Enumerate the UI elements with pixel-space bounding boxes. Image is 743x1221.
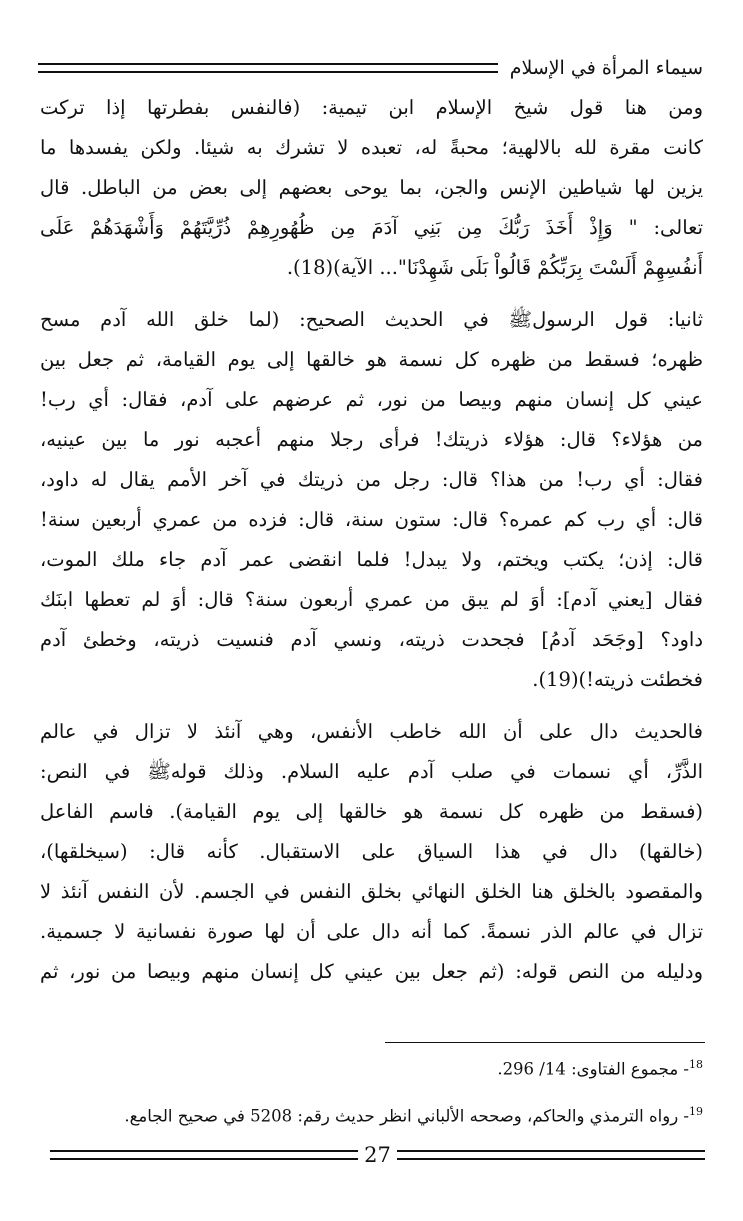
running-header-title: سيماء المرأة في الإسلام <box>509 57 703 79</box>
text-line: تزال في عالم الذر نسمةً. كما أنه دال على أن لها صورة نفسانية لا جسمية. <box>40 920 703 943</box>
page-number: 27 <box>364 1143 391 1167</box>
text-line: كانت مقرة لله بالالهية؛ محبةً له، تعبده لا تشرك به شيئا. ولكن يفسدها ما <box>40 136 703 159</box>
footnote-number: 19 <box>689 1105 703 1118</box>
footnote <box>40 1058 703 1079</box>
page-footer <box>50 1140 705 1170</box>
footnote <box>40 1105 703 1126</box>
footer-rule-left <box>50 1150 358 1160</box>
paragraph <box>40 300 703 700</box>
text-line: قال: إذن؛ يكتب ويختم، ولا يبدل! فلما انقضى عمر آدم جاء ملك الموت، <box>40 548 703 571</box>
paragraph <box>40 88 703 288</box>
text-line: الذَّرِّ، أي نسمات في صلب آدم عليه السلام. وذلك قولهﷺ في النص: <box>40 760 703 783</box>
text-line: قال: أي رب كم عمره؟ قال: ستون سنة، قال: فزده من عمري أربعين سنة! <box>40 508 703 531</box>
text-line: من هؤلاء؟ قال: هؤلاء ذريتك! فرأى رجلا منهم أعجبه نور ما بين عينيه، <box>40 428 703 451</box>
footnote-text: - رواه الترمذي والحاكم، وصححه الألباني انظر حديث رقم: 5208 في صحيح الجامع. <box>124 1106 689 1126</box>
text-line: (فسقط من ظهره كل نسمة هو خالقها إلى يوم القيامة). فاسم الفاعل <box>40 800 703 823</box>
text-line: فقال: أي رب! من هذا؟ قال: رجل من ذريتك في آخر الأمم يقال له داود، <box>40 468 703 491</box>
running-header <box>38 48 703 88</box>
text-line: والمقصود بالخلق هنا الخلق النهائي بخلق النفس في الجسم. لأن النفس آنئذ لا <box>40 880 703 903</box>
footnote-number: 18 <box>689 1058 703 1071</box>
footnote-separator <box>385 1042 705 1043</box>
text-line: ودليله من النص قوله: (ثم جعل بين عيني كل إنسان منهم وبيصا من نور، ثم <box>40 960 703 983</box>
text-line: تعالى: " وَإِذْ أَخَذَ رَبُّكَ مِن بَنِي آدَمَ مِن ظُهُورِهِمْ ذُرِّيَّتَهُمْ وَأَشْهَدَهُمْ عَلَى <box>40 216 703 239</box>
header-double-rule <box>38 63 498 73</box>
text-line: فالحديث دال على أن الله خاطب الأنفس، وهي آنئذ لا تزال في عالم <box>40 720 703 743</box>
text-line: عيني كل إنسان منهم وبيصا من نور، ثم عرضهم على آدم، فقال: أي رب! <box>40 388 703 411</box>
text-line: ثانيا: قول الرسولﷺ في الحديث الصحيح: (لما خلق الله آدم مسح <box>40 308 703 331</box>
footnote-text: - مجموع الفتاوى: 14/ 296. <box>497 1059 689 1079</box>
text-line: فخطئت ذريته!)(19). <box>532 668 703 691</box>
footer-rule-right <box>397 1150 705 1160</box>
text-line: ظهره؛ فسقط من ظهره كل نسمة هو خالقها إلى يوم القيامة، ثم جعل بين <box>40 348 703 371</box>
text-line: أَنفُسِهِمْ أَلَسْتَ بِرَبِّكُمْ قَالُواْ بَلَى شَهِدْنَا"... الآية)(18). <box>286 256 703 279</box>
text-line: داود؟ [وجَحَد آدمُ] فجحدت ذريته، ونسي آدم فنسيت ذريته، وخطئ آدم <box>40 628 703 651</box>
paragraph <box>40 712 703 992</box>
text-line: يزين لها شياطين الإنس والجن، بما يوحى بعضهم إلى بعض من الباطل. قال <box>40 176 703 199</box>
text-line: (خالقها) دال في هذا السياق على الاستقبال. كأنه قال: (سيخلقها)، <box>40 840 703 863</box>
body-text <box>40 88 703 992</box>
text-line: فقال [يعني آدم]: أوَ لم يبق من عمري أربعون سنة؟ قال: أوَ لم تعطها ابنَك <box>40 588 703 611</box>
text-line: ومن هنا قول شيخ الإسلام ابن تيمية: (فالنفس بفطرتها إذا تركت <box>40 96 703 119</box>
